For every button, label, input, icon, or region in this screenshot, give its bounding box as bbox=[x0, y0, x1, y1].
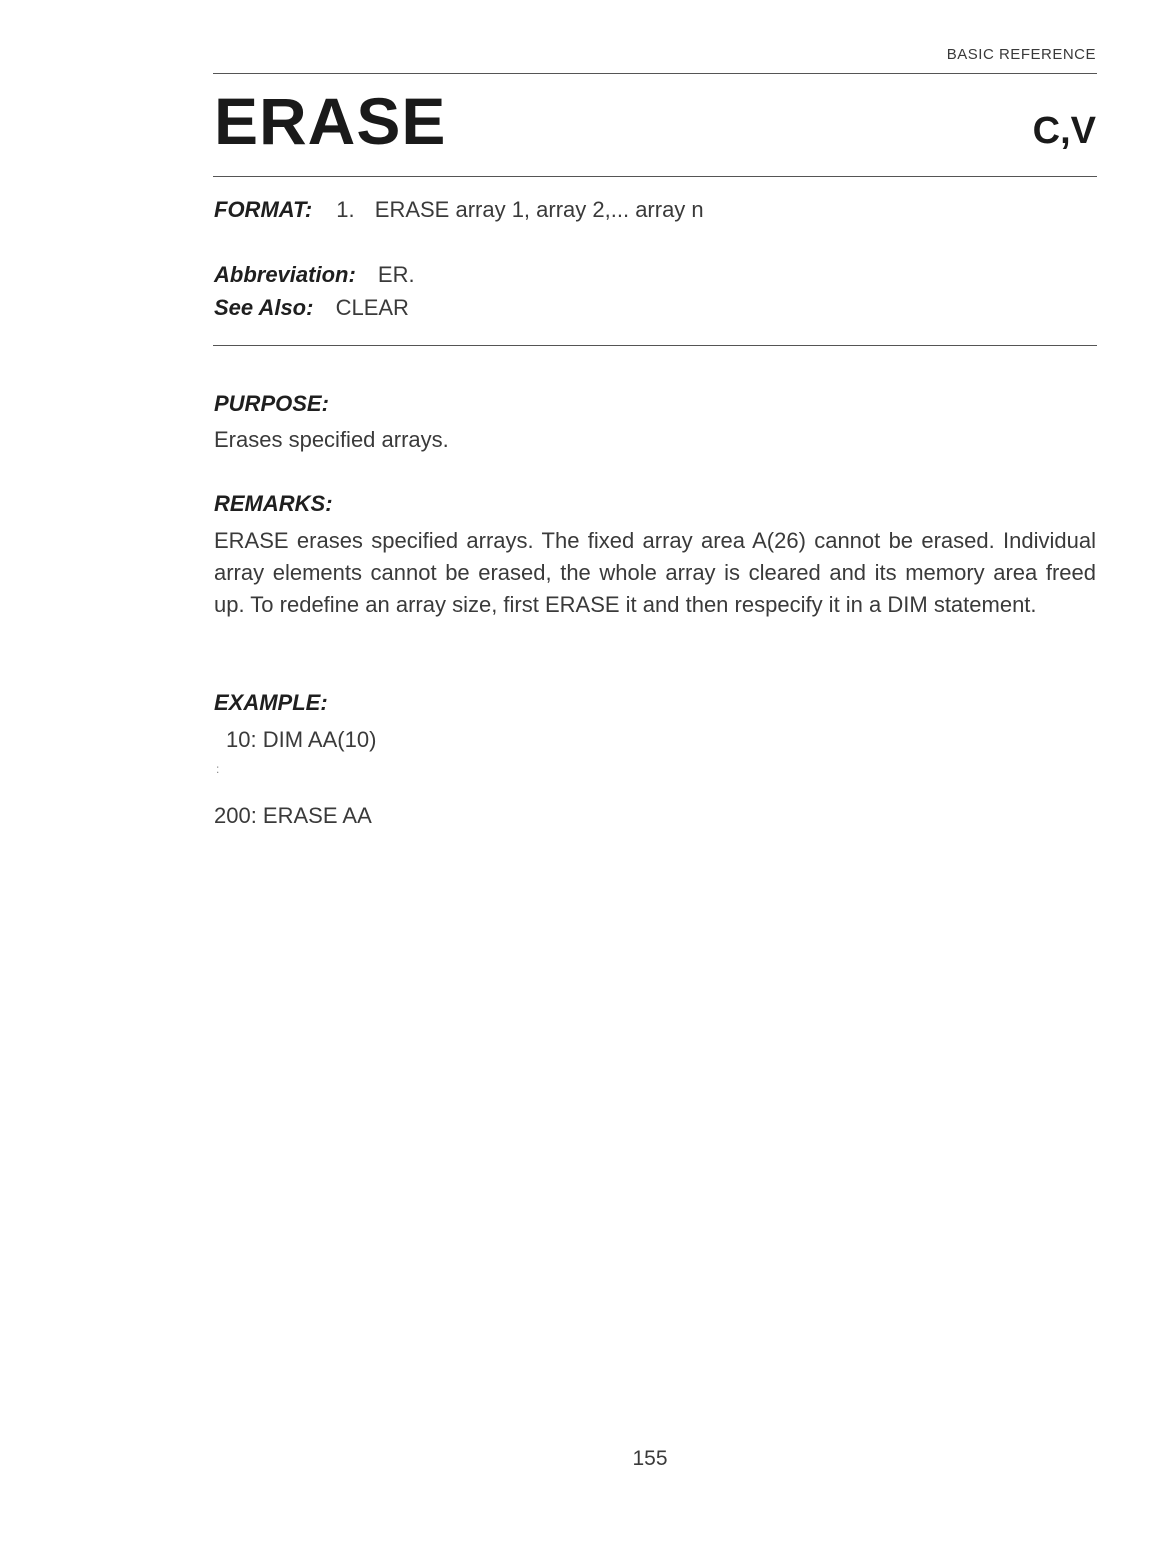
example-ellipsis: : bbox=[216, 762, 220, 776]
remarks-text: ERASE erases specified arrays. The fixed array area A(26) cannot be erased. Individual array elements cannot be erased, the whole array is cleared and its memory area freed up. To redefine an array size, first ERASE it and then respecify it in a DIM statement. bbox=[214, 528, 1096, 617]
page-number: 155 bbox=[632, 1447, 668, 1470]
abbreviation-label: Abbreviation: bbox=[214, 262, 356, 287]
see-also-label: See Also: bbox=[214, 295, 314, 320]
see-also-value: CLEAR bbox=[335, 295, 409, 320]
see-also-row bbox=[214, 297, 409, 319]
format-number: 1. bbox=[336, 197, 355, 222]
remarks-heading: REMARKS: bbox=[214, 491, 333, 516]
example-heading: EXAMPLE: bbox=[214, 690, 328, 715]
command-modes: C,V bbox=[1032, 110, 1096, 152]
title-rule bbox=[213, 176, 1097, 177]
purpose-text: Erases specified arrays. bbox=[214, 427, 449, 452]
format-row bbox=[214, 199, 704, 221]
section-rule bbox=[213, 345, 1097, 346]
example-code-line: 10: DIM AA(10) bbox=[226, 727, 377, 752]
format-syntax: ERASE array 1, array 2,... array n bbox=[374, 197, 704, 222]
example-code-line: 200: ERASE AA bbox=[214, 803, 372, 828]
abbreviation-row bbox=[214, 264, 415, 286]
running-header: BASIC REFERENCE bbox=[946, 46, 1096, 63]
purpose-heading: PURPOSE: bbox=[214, 391, 329, 416]
header-rule bbox=[213, 73, 1097, 74]
format-label: FORMAT: bbox=[214, 197, 313, 222]
command-title: ERASE bbox=[214, 84, 447, 158]
abbreviation-value: ER. bbox=[377, 262, 415, 287]
